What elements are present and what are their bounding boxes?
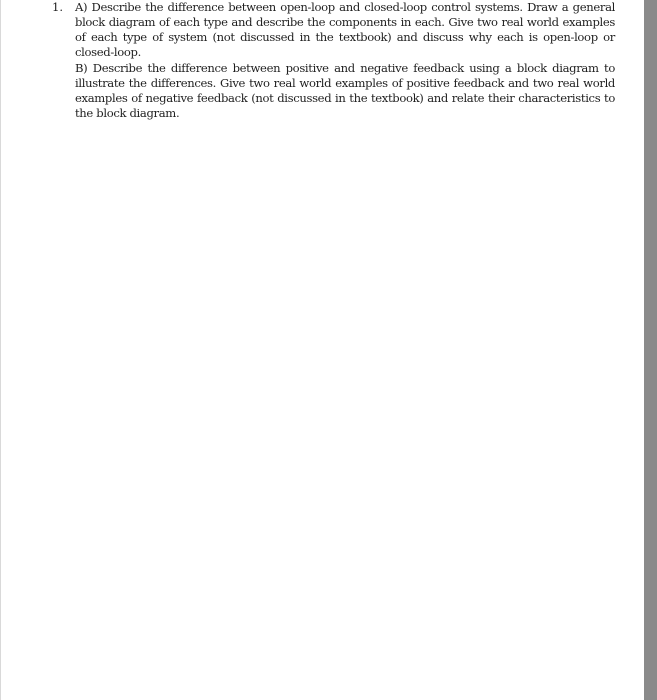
question-part-a: A) Describe the difference between open-loop and closed-loop control systems. Draw a general block diagram of each type and describe the components in each. Give two real world examples of each type of system (not discussed in the textbook) and discuss why each is open-loop or closed-loop. — [75, 0, 615, 59]
question-part-b: B) Describe the difference between positive and negative feedback using a block diagram to illustrate the differences. Give two real world examples of positive feedback and two real world examples of negative feedback (not discussed in the textbook) and relate their characteristics to the block diagram. — [75, 61, 615, 120]
page-left-edge — [0, 0, 1, 700]
question-number: 1. — [52, 0, 64, 14]
viewer-scrollbar-gutter — [644, 0, 657, 700]
